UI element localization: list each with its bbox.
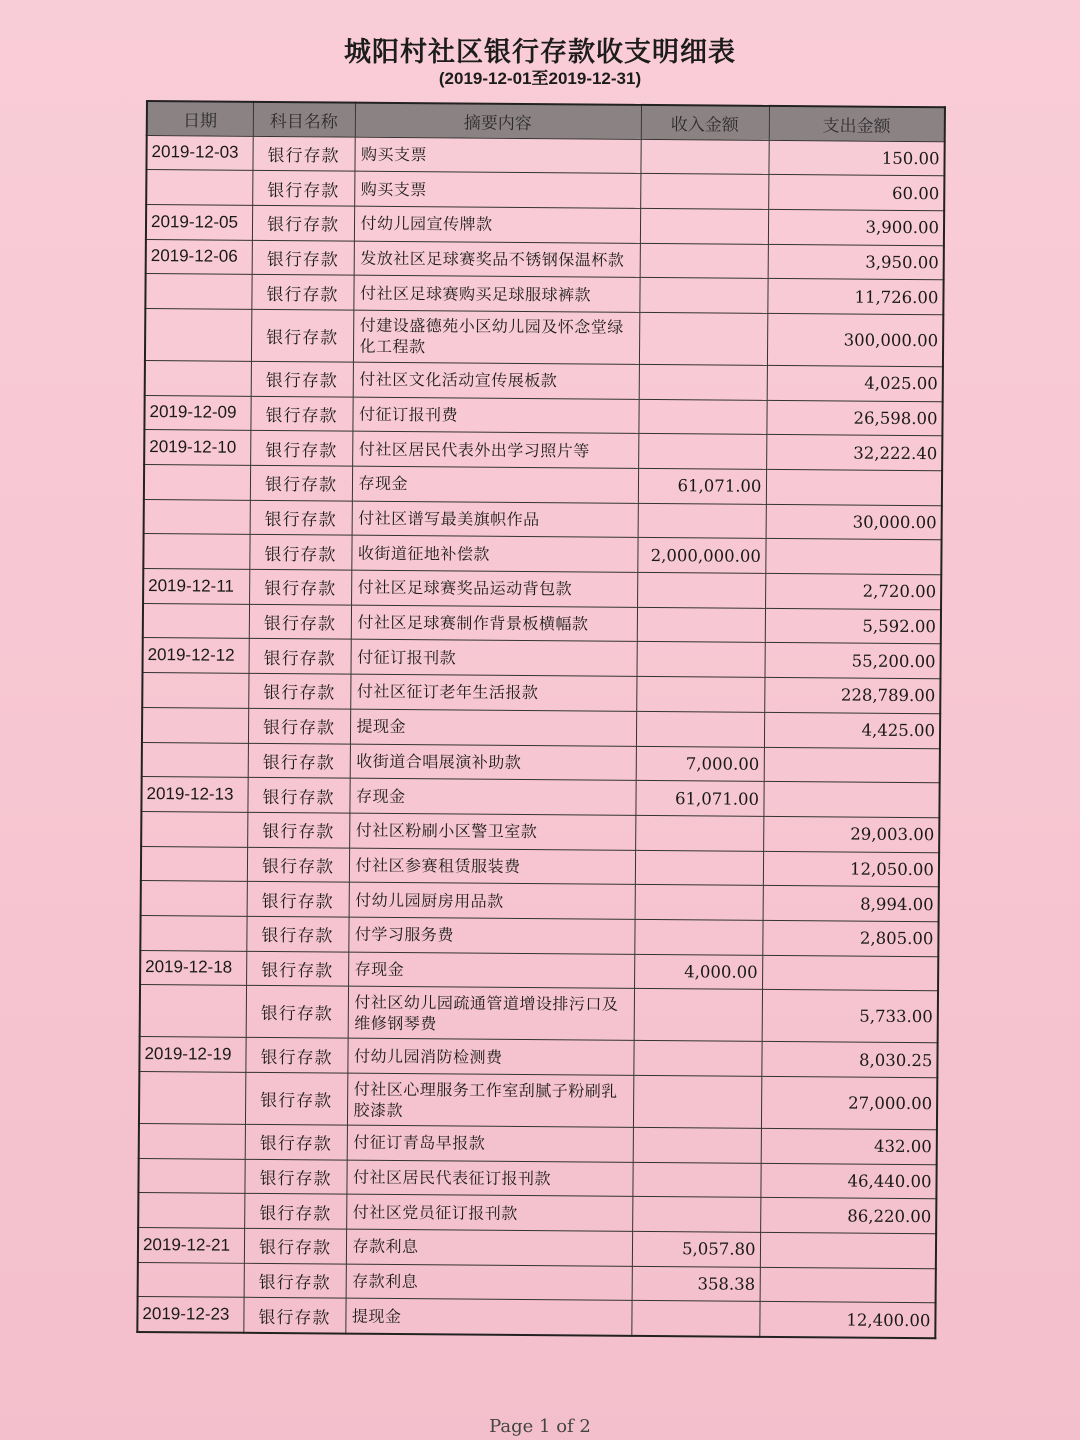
table-row (140, 985, 938, 1043)
income-cell (639, 312, 767, 365)
income-cell (637, 607, 765, 643)
expense-cell (764, 747, 940, 783)
subject-cell: 银行存款 (247, 778, 349, 813)
date-cell (138, 1158, 244, 1194)
expense-cell: 11,726.00 (767, 279, 943, 315)
summary-cell: 购买支票 (354, 137, 640, 174)
summary-cell: 付社区参赛租赁服装费 (349, 848, 635, 885)
subject-cell: 银行存款 (246, 986, 348, 1039)
income-cell: 2,000,000.00 (637, 538, 765, 574)
subject-cell: 银行存款 (247, 847, 349, 882)
subject-cell: 银行存款 (248, 708, 350, 743)
summary-cell: 付幼儿园消防检测费 (347, 1038, 633, 1075)
expense-cell: 4,425.00 (764, 712, 940, 748)
subject-cell: 银行存款 (247, 812, 349, 847)
income-cell (636, 642, 764, 678)
ledger-table (136, 100, 946, 1339)
date-cell (138, 1262, 244, 1298)
date-cell (140, 985, 246, 1038)
summary-cell: 付幼儿园宣传牌款 (354, 206, 640, 243)
income-cell: 61,071.00 (635, 781, 763, 817)
date-cell (143, 603, 249, 639)
summary-cell: 存现金 (352, 466, 638, 503)
table-row (139, 1071, 937, 1129)
income-cell (635, 885, 763, 921)
expense-cell: 12,050.00 (763, 851, 939, 887)
subject-cell: 银行存款 (245, 1124, 347, 1159)
subject-cell: 银行存款 (251, 309, 353, 362)
date-cell: 2019-12-11 (143, 569, 249, 605)
income-cell (636, 676, 764, 712)
summary-cell: 存现金 (349, 778, 635, 815)
subject-cell: 银行存款 (244, 1263, 346, 1298)
income-cell (634, 919, 762, 955)
date-cell (145, 308, 251, 361)
expense-cell: 8,030.25 (761, 1042, 937, 1078)
income-cell (637, 572, 765, 608)
expense-cell: 46,440.00 (760, 1163, 936, 1199)
summary-cell: 存现金 (348, 952, 634, 989)
summary-cell: 付社区征订老年生活报款 (350, 674, 636, 711)
date-cell: 2019-12-18 (140, 950, 246, 986)
summary-cell: 存款利息 (346, 1229, 632, 1266)
summary-cell: 付社区幼儿园疏通管道增设排污口及维修钢琴费 (348, 986, 634, 1040)
summary-cell: 购买支票 (354, 171, 640, 208)
column-header-subject: 科目名称 (253, 102, 355, 137)
income-cell (638, 434, 766, 470)
page-title: 城阳村社区银行存款收支明细表 (344, 37, 736, 68)
expense-cell: 300,000.00 (767, 313, 943, 366)
income-cell (633, 1075, 761, 1128)
table-row (137, 1297, 935, 1338)
date-cell: 2019-12-13 (141, 777, 247, 813)
subject-cell: 银行存款 (246, 916, 348, 951)
date-cell (139, 1071, 245, 1124)
expense-cell: 8,994.00 (763, 886, 939, 922)
income-cell (635, 850, 763, 886)
subject-cell: 银行存款 (250, 431, 352, 466)
income-cell (636, 711, 764, 747)
date-cell: 2019-12-12 (143, 638, 249, 674)
expense-cell: 55,200.00 (764, 643, 940, 679)
income-cell: 7,000.00 (636, 746, 764, 782)
date-cell (141, 811, 247, 847)
expense-cell: 2,720.00 (765, 573, 941, 609)
income-cell: 4,000.00 (634, 954, 762, 990)
page-footer: Page 1 of 2 (489, 1416, 591, 1437)
expense-cell: 60.00 (768, 175, 944, 211)
subject-cell: 银行存款 (249, 569, 351, 604)
summary-cell: 付建设盛德苑小区幼儿园及怀念堂绿化工程款 (353, 310, 639, 364)
expense-cell: 5,733.00 (762, 990, 938, 1043)
date-cell: 2019-12-06 (146, 239, 252, 275)
expense-cell: 432.00 (761, 1128, 937, 1164)
date-cell: 2019-12-23 (137, 1297, 243, 1333)
column-header-expense: 支出金额 (769, 106, 945, 141)
date-cell (144, 464, 250, 500)
summary-cell: 付社区居民代表征订报刊款 (346, 1160, 632, 1197)
summary-cell: 付社区足球赛购买足球服球裤款 (353, 275, 639, 312)
income-cell (638, 503, 766, 539)
subject-cell: 银行存款 (252, 171, 354, 206)
summary-cell: 存款利息 (346, 1264, 632, 1301)
expense-cell: 228,789.00 (764, 678, 940, 714)
income-cell (639, 364, 767, 400)
ledger-table-wrap (136, 100, 944, 1339)
income-cell (632, 1162, 760, 1198)
expense-cell: 3,900.00 (768, 209, 944, 245)
income-cell (631, 1301, 759, 1337)
income-cell (639, 278, 767, 314)
summary-cell: 付幼儿园厨房用品款 (349, 882, 635, 919)
date-cell (143, 534, 249, 570)
subject-cell: 银行存款 (243, 1298, 345, 1333)
summary-cell: 付社区粉刷小区警卫室款 (349, 813, 635, 850)
income-cell (640, 243, 768, 279)
subject-cell: 银行存款 (245, 1038, 347, 1073)
summary-cell: 付学习服务费 (348, 917, 634, 954)
date-cell (141, 881, 247, 917)
expense-cell: 4,025.00 (767, 365, 943, 401)
date-cell (139, 1123, 245, 1159)
subject-cell: 银行存款 (251, 361, 353, 396)
date-cell: 2019-12-21 (138, 1228, 244, 1264)
date-cell: 2019-12-03 (146, 135, 252, 171)
summary-cell: 发放社区足球赛奖品不锈钢保温杯款 (354, 241, 640, 278)
expense-cell: 86,220.00 (760, 1198, 936, 1234)
summary-cell: 付社区足球赛制作背景板横幅款 (351, 605, 637, 642)
date-cell (142, 673, 248, 709)
expense-cell: 32,222.40 (766, 435, 942, 471)
expense-cell: 3,950.00 (768, 244, 944, 280)
expense-cell: 5,592.00 (765, 608, 941, 644)
table-row (145, 308, 943, 366)
subject-cell: 银行存款 (249, 604, 351, 639)
date-cell (145, 274, 251, 310)
summary-cell: 收街道合唱展演补助款 (350, 744, 636, 781)
summary-cell: 付社区足球赛奖品运动背包款 (351, 570, 637, 607)
subject-cell: 银行存款 (249, 535, 351, 570)
summary-cell: 付社区党员征订报刊款 (346, 1194, 632, 1231)
expense-cell: 29,003.00 (763, 816, 939, 852)
income-cell (640, 208, 768, 244)
income-cell (633, 1127, 761, 1163)
subject-cell: 银行存款 (250, 396, 352, 431)
subject-cell: 银行存款 (252, 205, 354, 240)
income-cell: 358.38 (632, 1266, 760, 1302)
subject-cell: 银行存款 (244, 1194, 346, 1229)
income-cell (635, 815, 763, 851)
expense-cell: 150.00 (768, 140, 944, 176)
income-cell (632, 1197, 760, 1233)
subject-cell: 银行存款 (251, 275, 353, 310)
expense-cell: 2,805.00 (762, 920, 938, 956)
summary-cell: 付社区谱写最美旗帜作品 (352, 501, 638, 538)
date-range-subtitle: (2019-12-01至2019-12-31) (438, 69, 642, 88)
income-cell (640, 174, 768, 210)
subject-cell: 银行存款 (247, 882, 349, 917)
expense-cell (765, 539, 941, 575)
subject-cell: 银行存款 (246, 951, 348, 986)
subject-cell: 银行存款 (250, 465, 352, 500)
summary-cell: 付征订报刊款 (350, 640, 636, 677)
subject-cell: 银行存款 (252, 136, 354, 171)
column-header-income: 收入金额 (641, 105, 769, 140)
income-cell (638, 399, 766, 435)
income-cell: 61,071.00 (638, 468, 766, 504)
subject-cell: 银行存款 (245, 1072, 347, 1125)
summary-cell: 收街道征地补偿款 (351, 536, 637, 573)
date-cell: 2019-12-09 (144, 395, 250, 431)
summary-cell: 提现金 (345, 1299, 631, 1336)
expense-cell: 30,000.00 (766, 504, 942, 540)
date-cell (145, 360, 251, 396)
column-header-summary: 摘要内容 (355, 103, 641, 139)
expense-cell (760, 1267, 936, 1303)
date-cell (142, 707, 248, 743)
date-cell: 2019-12-05 (146, 204, 252, 240)
income-cell (633, 1041, 761, 1077)
date-cell (144, 499, 250, 535)
date-cell: 2019-12-19 (139, 1037, 245, 1073)
expense-cell (760, 1232, 936, 1268)
date-cell: 2019-12-10 (144, 430, 250, 466)
expense-cell: 27,000.00 (761, 1076, 937, 1129)
date-cell (142, 742, 248, 778)
expense-cell: 12,400.00 (759, 1302, 935, 1338)
subject-cell: 银行存款 (250, 500, 352, 535)
date-cell (138, 1193, 244, 1229)
summary-cell: 付社区文化活动宣传展板款 (353, 362, 639, 399)
summary-cell: 付征订报刊费 (352, 397, 638, 434)
income-cell (640, 139, 768, 175)
expense-cell (766, 469, 942, 505)
date-cell (140, 915, 246, 951)
subject-cell: 银行存款 (248, 743, 350, 778)
summary-cell: 付征订青岛早报款 (347, 1125, 633, 1162)
summary-cell: 提现金 (350, 709, 636, 746)
summary-cell: 付社区居民代表外出学习照片等 (352, 431, 638, 468)
income-cell (634, 989, 762, 1042)
ledger-body (137, 135, 944, 1338)
expense-cell (762, 955, 938, 991)
subject-cell: 银行存款 (252, 240, 354, 275)
income-cell: 5,057.80 (632, 1231, 760, 1267)
expense-cell: 26,598.00 (766, 400, 942, 436)
subject-cell: 银行存款 (248, 673, 350, 708)
subject-cell: 银行存款 (244, 1228, 346, 1263)
summary-cell: 付社区心理服务工作室刮腻子粉刷乳胶漆款 (347, 1073, 633, 1127)
column-header-date: 日期 (147, 101, 253, 136)
subject-cell: 银行存款 (248, 639, 350, 674)
date-cell (146, 170, 252, 206)
subject-cell: 银行存款 (244, 1159, 346, 1194)
date-cell (141, 846, 247, 882)
expense-cell (763, 782, 939, 818)
